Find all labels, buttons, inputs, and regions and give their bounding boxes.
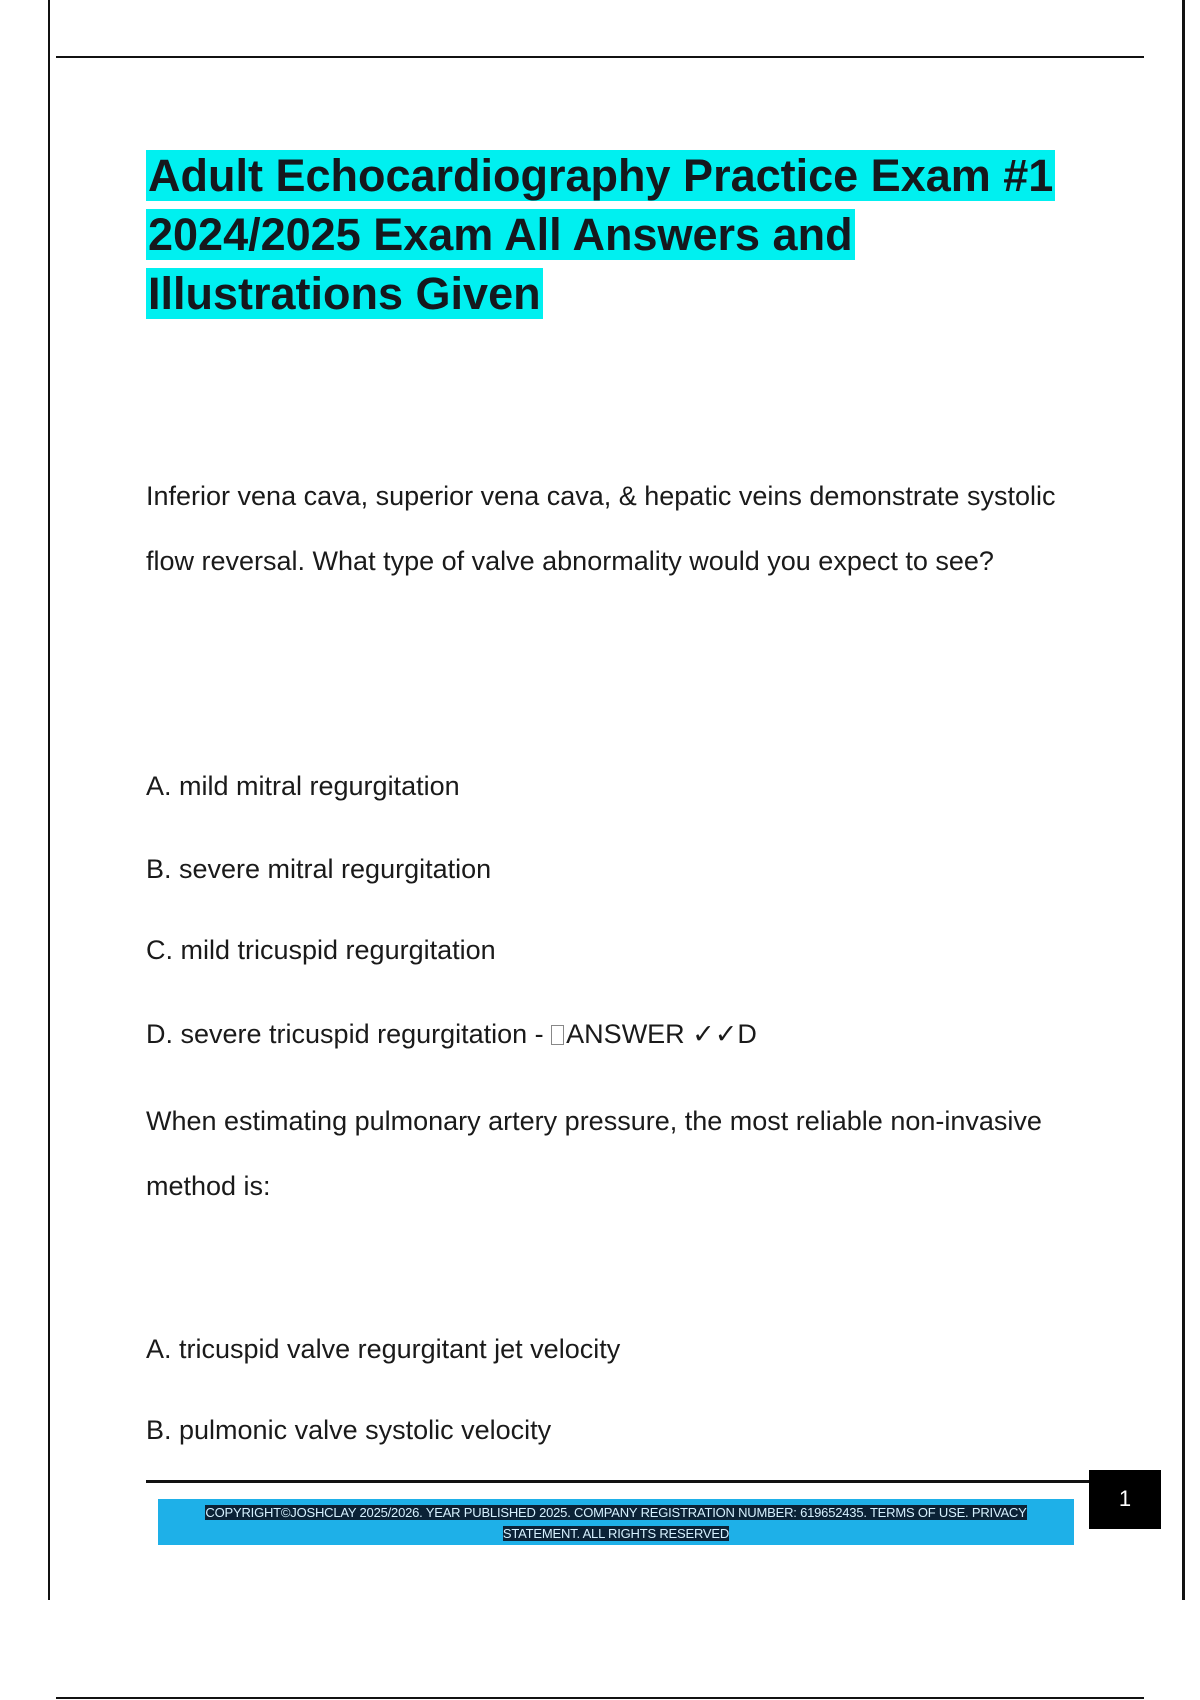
bottom-divider bbox=[56, 1697, 1144, 1699]
page-number: 1 bbox=[1089, 1470, 1161, 1529]
question-2-option-b: B. pulmonic valve systolic velocity bbox=[146, 1415, 552, 1445]
question-2-option-a: A. tricuspid valve regurgitant jet velocity bbox=[146, 1334, 621, 1364]
question-2-text: When estimating pulmonary artery pressure, the most reliable non-invasive method is: bbox=[146, 1106, 1042, 1201]
top-divider bbox=[56, 56, 1144, 58]
question-1-option-a: A. mild mitral regurgitation bbox=[146, 771, 460, 801]
question-1-option-d bbox=[146, 1017, 1106, 1051]
question-1-option-c: C. mild tricuspid regurgitation bbox=[146, 935, 496, 965]
question-1-option-b: B. severe mitral regurgitation bbox=[146, 854, 492, 884]
question-1-answer: ANSWER ✓✓D bbox=[566, 1019, 757, 1049]
footer-copyright-text: COPYRIGHT©JOSHCLAY 2025/2026. YEAR PUBLISHED 2025. COMPANY REGISTRATION NUMBER: 619652435. TERMS OF USE. PRIVACY STATEMENT. ALL RIGHTS RESERVED bbox=[205, 1505, 1027, 1541]
question-1-option-d-text: D. severe tricuspid regurgitation - bbox=[146, 1019, 552, 1049]
document-title bbox=[146, 146, 1076, 323]
document-title-text: Adult Echocardiography Practice Exam #1 2024/2025 Exam All Answers and Illustrations Given bbox=[148, 150, 1054, 319]
footer-copyright bbox=[170, 1502, 1062, 1544]
footer-divider bbox=[146, 1480, 1090, 1483]
missing-glyph-box-icon bbox=[551, 1025, 564, 1045]
page-border-right bbox=[1182, 0, 1185, 1600]
question-1-text: Inferior vena cava, superior vena cava, & hepatic veins demonstrate systolic flow reversal. What type of valve abnormality would you expect to see? bbox=[146, 481, 1056, 576]
page-border-left bbox=[48, 0, 50, 1600]
